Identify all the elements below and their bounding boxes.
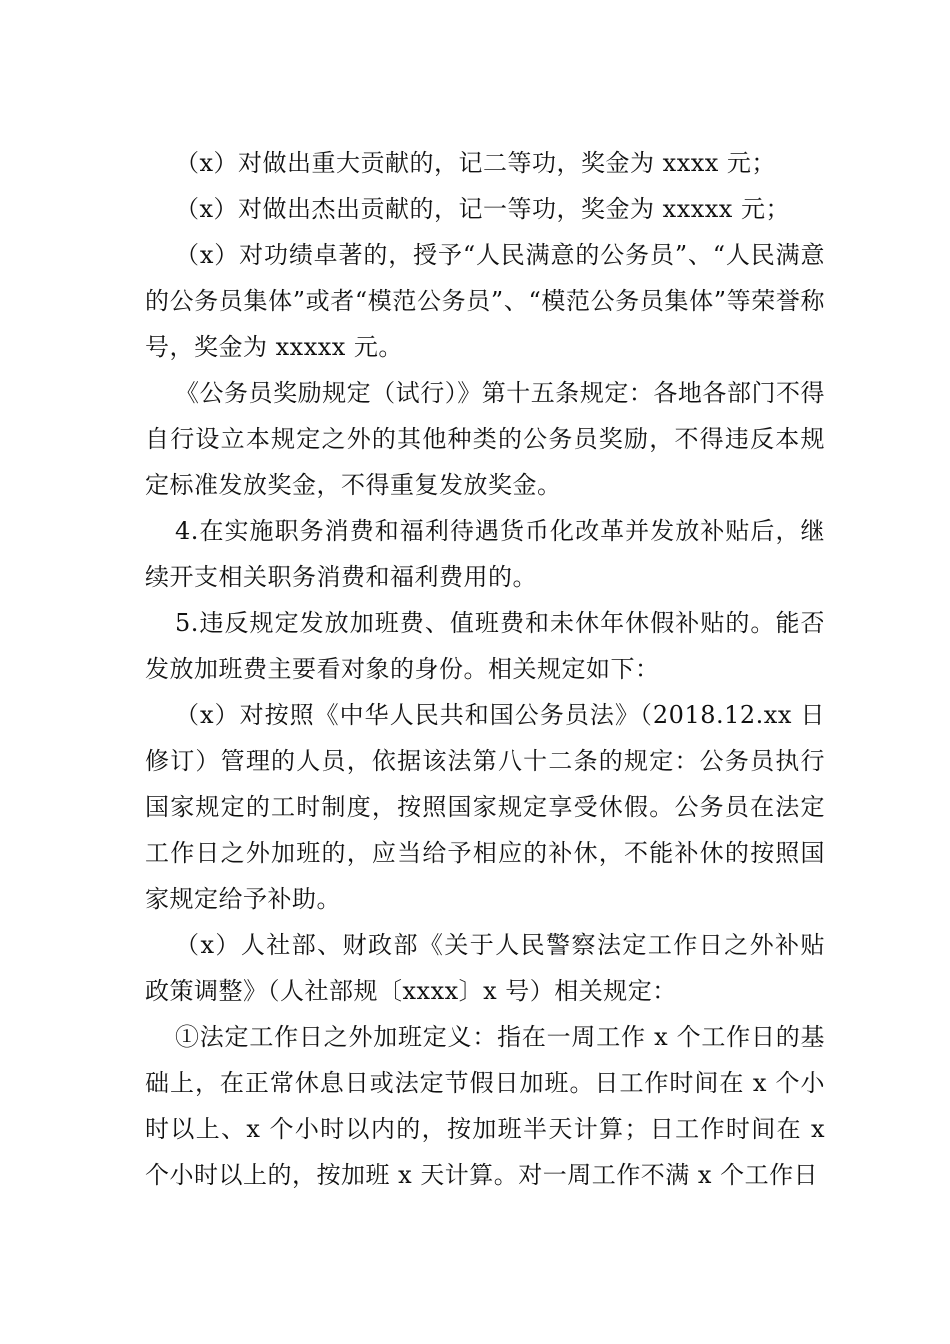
paragraph-civil-servant-law: （x）对按照《中华人民共和国公务员法》（2018.12.xx 日修订）管理的人员，依据该法第八十二条的规定：公务员执行国家规定的工时制度，按照国家规定享受休假。公务员在法定工作日之外加班的，应当给予相应的补休，不能补休的按照国家规定给予补助。 xyxy=(145,701,825,913)
paragraph-second-class-merit: （x）对做出重大贡献的，记二等功，奖金为 xxxx 元； xyxy=(175,149,776,177)
paragraph-first-class-merit: （x）对做出杰出贡献的，记一等功，奖金为 xxxxx 元； xyxy=(175,195,790,223)
paragraph-item-4: 4.在实施职务消费和福利待遇货币化改革并发放补贴后，继续开支相关职务消费和福利费用的。 xyxy=(145,517,825,591)
paragraph-police-subsidy-policy: （x）人社部、财政部《关于人民警察法定工作日之外补贴政策调整》（人社部规〔xxxx〕x 号）相关规定： xyxy=(145,931,825,1005)
paragraph-honorary-title: （x）对功绩卓著的，授予“人民满意的公务员”、“人民满意的公务员集体”或者“模范公务员”、“模范公务员集体”等荣誉称号，奖金为 xxxxx 元。 xyxy=(145,241,825,361)
paragraph-overtime-definition: ①法定工作日之外加班定义：指在一周工作 x 个工作日的基础上，在正常休息日或法定节假日加班。日工作时间在 x 个小时以上、x 个小时以内的，按加班半天计算；日工作时间在 x 个小时以上的，按加班 x 天计算。对一周工作不满 x 个工作日 xyxy=(145,1023,825,1189)
paragraph-item-5: 5.违反规定发放加班费、值班费和未休年休假补贴的。能否发放加班费主要看对象的身份。相关规定如下： xyxy=(145,609,825,683)
paragraph-article-fifteen: 《公务员奖励规定（试行）》第十五条规定：各地各部门不得自行设立本规定之外的其他种类的公务员奖励，不得违反本规定标准发放奖金，不得重复发放奖金。 xyxy=(145,379,825,499)
